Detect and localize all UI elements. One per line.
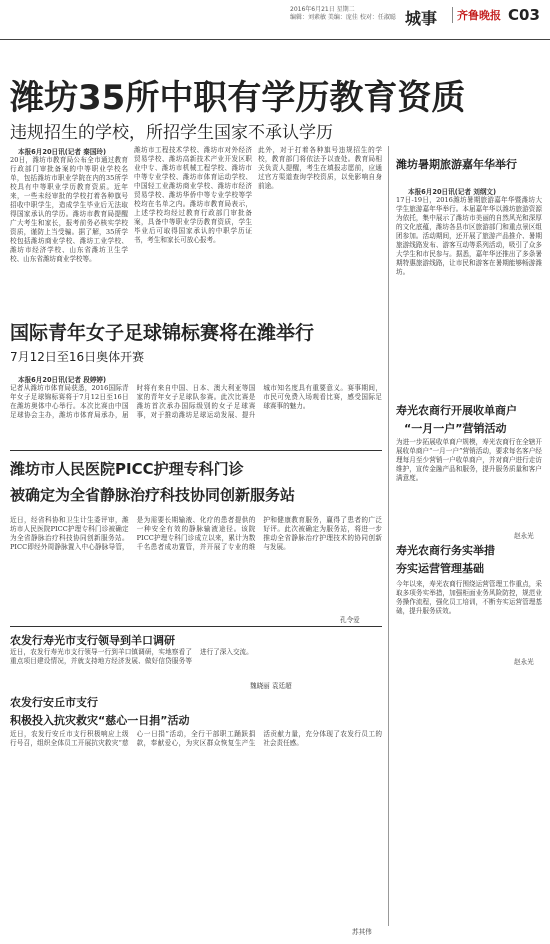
football-dateline: 本报6月20日讯(记者 段婷婷) <box>18 376 107 384</box>
lead-dateline: 本报6月20日讯(记者 秦国玲) <box>18 148 107 156</box>
rcc-finance-headline-line1: 寿光农商行务实举措 <box>396 544 495 557</box>
masthead-meta <box>290 6 396 22</box>
lead-subheadline: 违规招生的学校，所招学生国家不承认学历 <box>10 123 333 143</box>
football-subheadline: 7月12日至16日奥体开赛 <box>10 350 145 364</box>
section-rule <box>10 450 382 451</box>
lead-body-col2: 潍坊市工程技术学校、潍坊市对外经济贸易学校、潍坊高新技术产业开发区职业中专、潍坊市机械工程学校、潍坊市中等专业学校、潍坊市体育运动学校、中国轻工业潍坊商业学校、潍坊市经济贸易学校、潍坊华侨中等专业学校等学校均在名单之内。潍坊市教育局表示，上述学校均经过教育行政部门审批备案，具备中等职业学历教育资质，学生毕业后可取得国家承认的中职学历证书，考生和家长可放心报考。 <box>134 146 252 244</box>
relief-byline: 苏其伟 <box>352 928 372 936</box>
hospital-headline-line1: 潍坊市人民医院PICC护理专科门诊 <box>10 460 244 478</box>
issue-date: 2016年6月21日 星期二 <box>290 6 355 13</box>
lead-body-col1: 20日，潍坊市教育局公布全市通过教育行政部门审批备案的中等职业学校名单，包括潍坊市职业学院在内的35所学校具有中等职业学历教育资质。近年来，一些未经审批的学校打着各种旗号招收中职学生，造成学生毕业后无法取得国家承认的学历。潍坊市教育局提醒广大考生和家长，报考前务必核实学校资质，谨防上当受骗。据了解，35所学校包括潍坊商业学校、潍坊工业学校、潍坊市经济学校、山东省潍坊卫生学校、山东省潍坊商业学校等。 <box>10 156 128 263</box>
page-number: C03 <box>508 6 540 24</box>
relief-body: 近日，农发行安丘市支行积极响应上级行号召，组织全体员工开展抗灾救灾“慈心一日捐”活动，全行干部职工踊跃捐款，奉献爱心，为灾区群众恢复生产生活贡献力量，充分体现了农发行员工的社会责任感。 <box>10 730 382 747</box>
relief-headline-line2: 积极投入抗灾救灾“慈心一日捐”活动 <box>10 714 190 727</box>
rcc-finance-author: 赵永光 <box>514 658 534 666</box>
brand-logo: 齐鲁晚报 <box>452 7 501 23</box>
hospital-body: 近日，经省科协和卫生计生委评审，潍坊市人民医院PICC护理专科门诊被确定为全省静脉治疗科技协同创新服务站。PICC即经外周静脉置入中心静脉导管，是为需要长期输液、化疗的患者提供的一种安全有效的静脉输液途径。该院PICC护理专科门诊成立以来，累计为数千名患者成功置管，并开展了专业的维护和健康教育服务，赢得了患者的广泛好评。此次被确定为服务站，将进一步推动全省静脉治疗护理技术的协同创新与发展。 <box>10 516 382 551</box>
tourism-dateline: 本报6月20日讯(记者 刘纲文) <box>408 188 497 196</box>
rcc-service-body: 为进一步拓展收单商户规模，寿光农商行在全辖开展收单商户“一月一户”营销活动，要求每名客户经理每月至少营销一户收单商户，并对商户进行走访维护，宣传金融产品和服务，提升服务质量和客户满意度。 <box>396 438 542 482</box>
rcc-service-headline-line2: “一月一户”营销活动 <box>404 422 507 435</box>
relief-headline-line1: 农发行安丘市支行 <box>10 696 98 709</box>
rcc-service-headline-line1: 寿光农商行开展收单商户 <box>396 404 517 417</box>
rcc-service-author: 赵永光 <box>514 532 534 540</box>
hospital-headline-line2: 被确定为全省静脉治疗科技协同创新服务站 <box>10 486 296 504</box>
editor-line: 编辑：刘素敏 美编：庞佳 校对：任淑聪 <box>290 14 396 21</box>
tourism-body: 17日-19日，2016潍坊暑期旅游嘉年华暨潍坊大学生旅游嘉年华举行。本届嘉年华以潍坊旅游资源为依托，集中展示了潍坊市美丽的自然风光和深厚的文化底蕴，潍坊各县市区旅游部门和重点景区组团参加。活动期间，还开展了旅游产品推介、暑期旅游线路发布、游客互动等系列活动，吸引了众多大学生和市民参与。据悉，嘉年华还推出了多条暑期特惠旅游线路，让市民和游客在暑期能够畅游潍坊。 <box>396 196 542 276</box>
column-divider <box>388 146 389 926</box>
lead-body-col3: 此外，对于打着各种旗号违规招生的学校，教育部门将依法予以查处。教育局相关负责人提醒，考生在填报志愿前，应通过官方渠道查询学校资质，以免影响自身前途。 <box>258 146 382 190</box>
rcc-finance-body: 今年以来，寿光农商行围绕运营管理工作重点，采取多项务实举措，加强柜面业务风险防控，规范业务操作流程，强化员工培训，不断夯实运营管理基础，提升服务质效。 <box>396 580 542 615</box>
sheep-byline: 魏晓丽 袁廷超 <box>250 682 292 690</box>
football-headline: 国际青年女子足球锦标赛将在潍举行 <box>10 322 315 344</box>
rcc-finance-headline-line2: 夯实运营管理基础 <box>396 562 484 575</box>
section-name: 城事 <box>405 9 438 28</box>
sheep-headline: 农发行寿光市支行领导到羊口调研 <box>10 634 175 647</box>
sheep-body: 近日，农发行寿光市支行领导一行到羊口镇调研，实地察看了重点项目建设情况，并就支持地方经济发展、做好信贷服务等进行了深入交流。 <box>10 648 253 665</box>
masthead <box>0 0 550 40</box>
hospital-author: 孔令爱 <box>340 616 360 624</box>
football-body: 记者从潍坊市体育局获悉，2016国际青年女子足球锦标赛将于7月12日至16日在潍坊奥体中心举行。本次比赛由中国足球协会主办，潍坊市体育局承办，届时将有来自中国、日本、澳大利亚等国家的青年女子足球队参赛。此次比赛是潍坊首次承办国际级别的女子足球赛事，对于推动潍坊足球运动发展、提升城市知名度具有重要意义。赛事期间，市民可免费入场观看比赛，感受国际足球赛事的魅力。 <box>10 384 382 419</box>
lead-headline: 潍坊35所中职有学历教育资质 <box>10 78 466 118</box>
section-rule-2 <box>10 626 382 627</box>
tourism-headline: 潍坊暑期旅游嘉年华举行 <box>396 158 517 171</box>
